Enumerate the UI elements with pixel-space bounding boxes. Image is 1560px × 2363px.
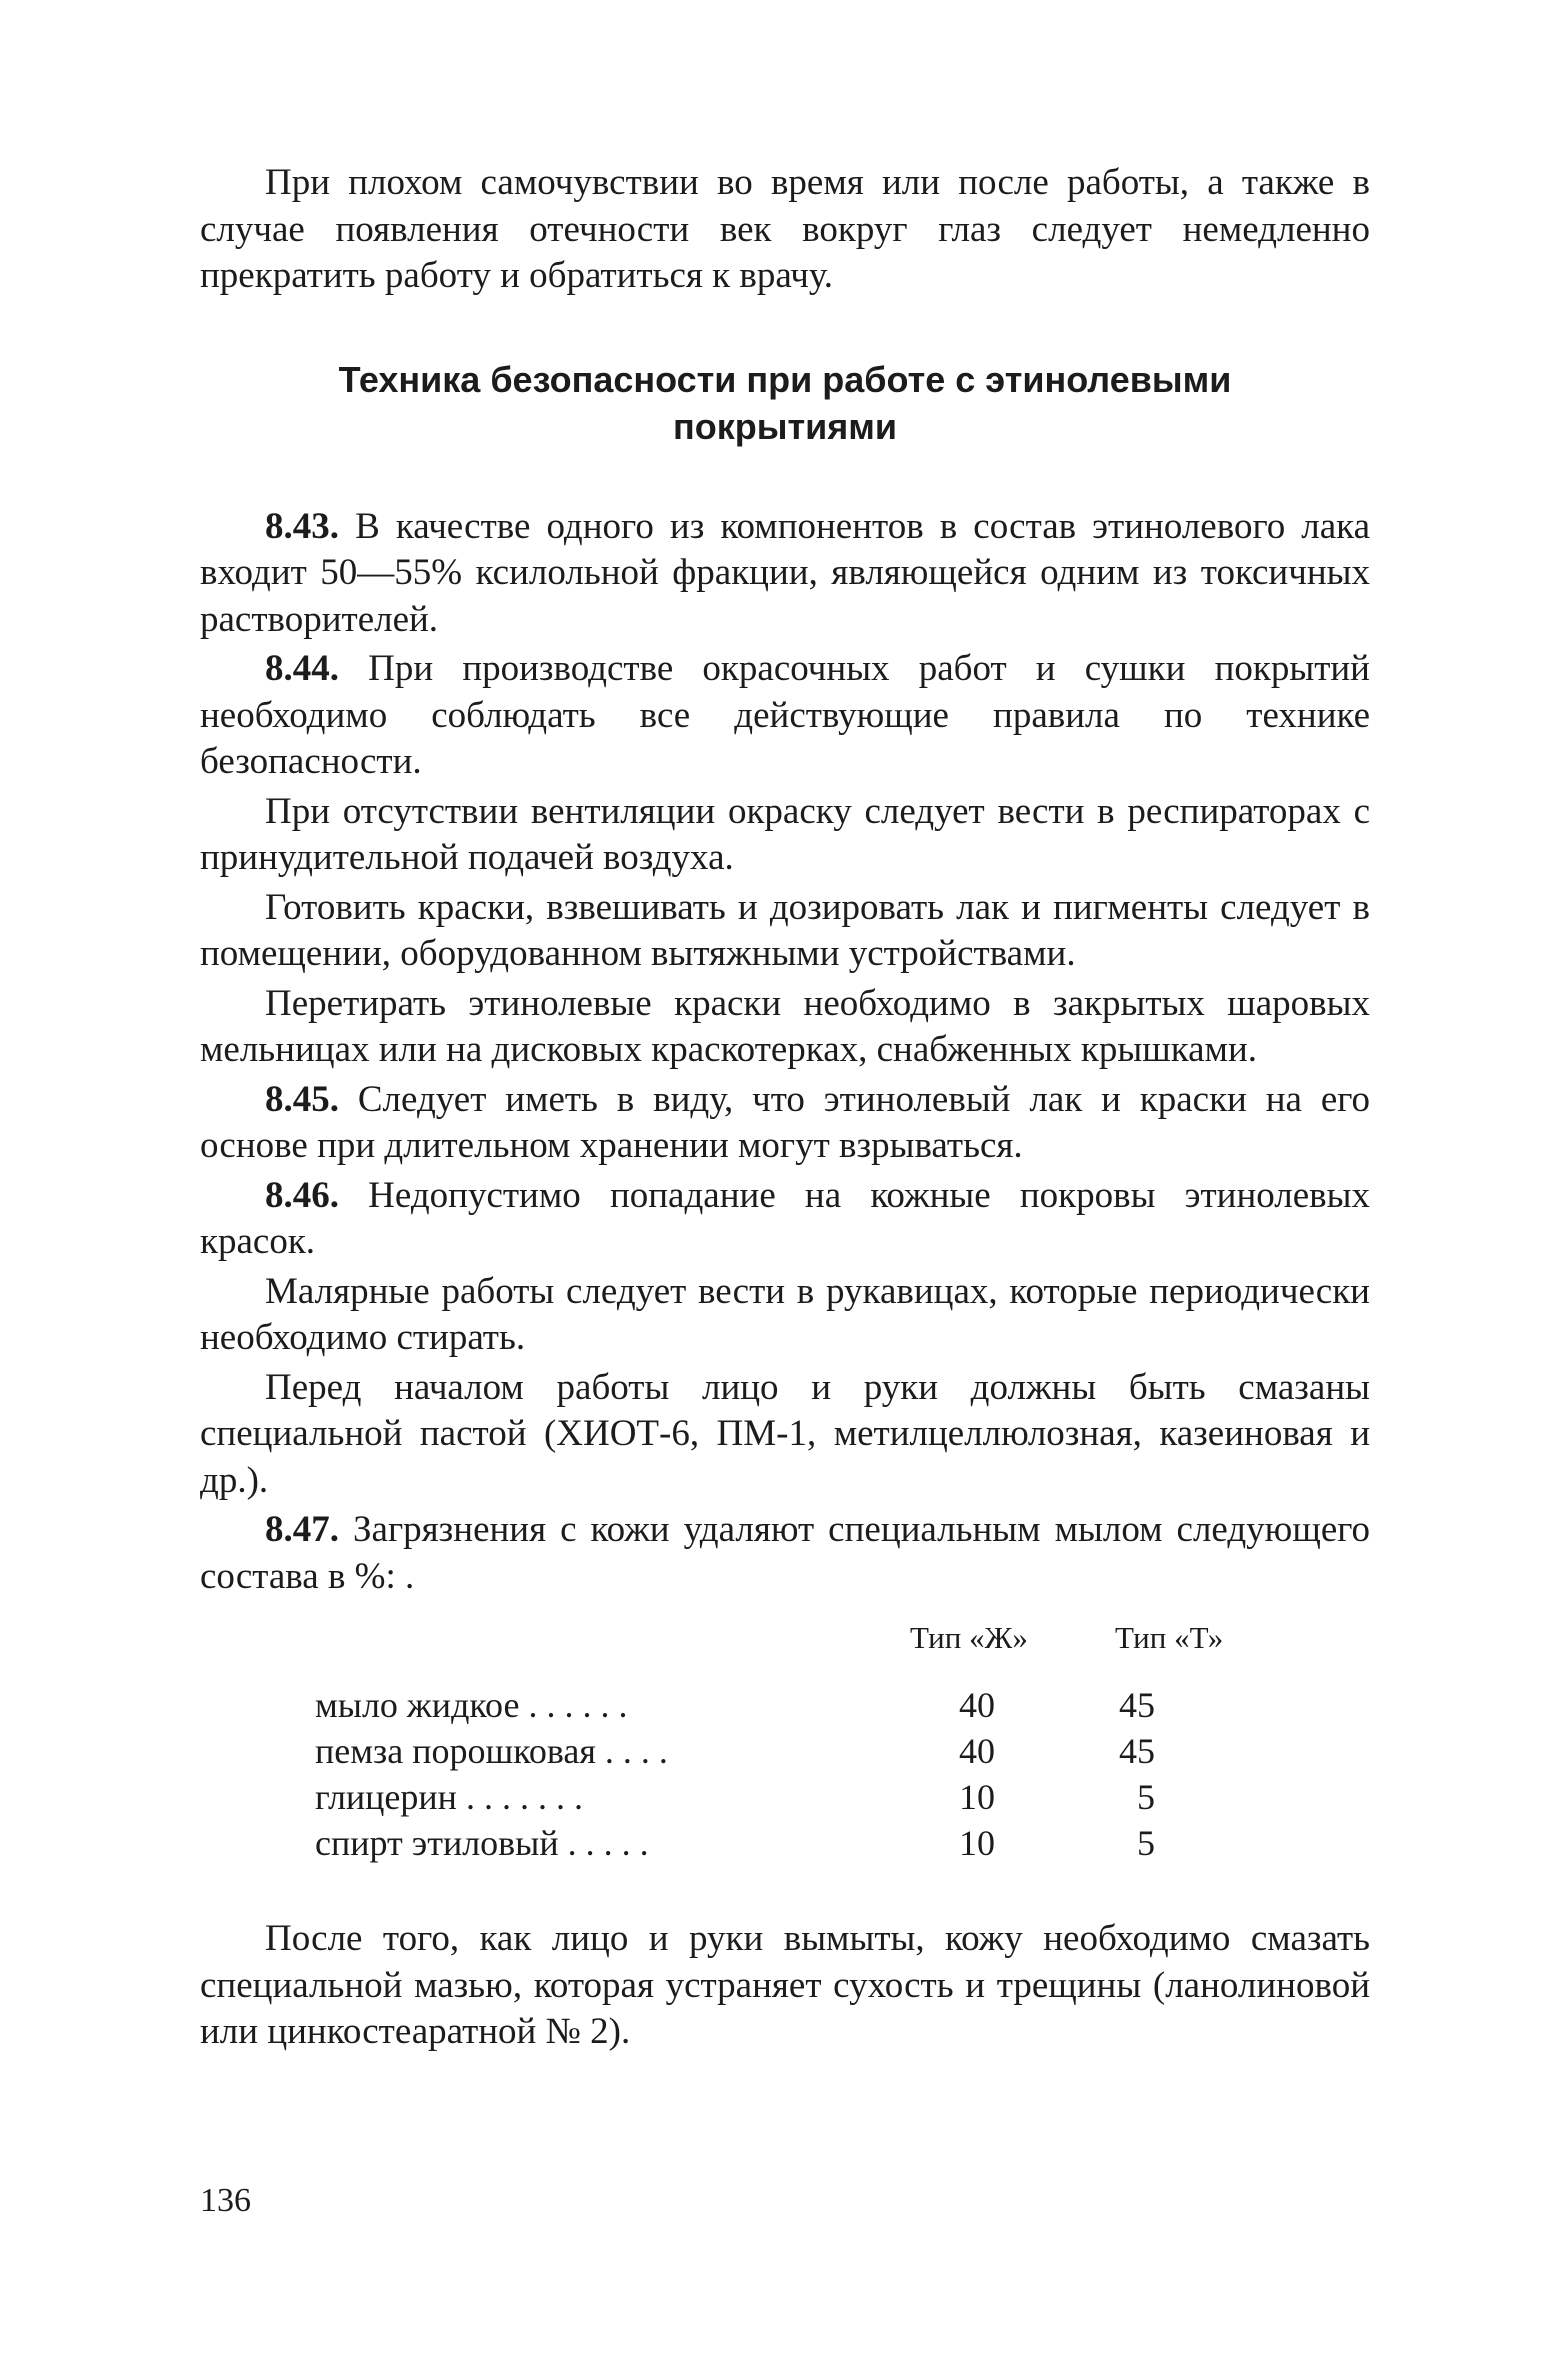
section-title-line-2: покрытиями <box>672 405 897 447</box>
paragraph-number: 8.44. <box>265 648 339 689</box>
paragraph-text: При производстве окрасочных работ и сушки покрытий необходимо соблюдать все действующие правила по технике безопасности. <box>200 648 1370 782</box>
row-value-zh: 40 <box>959 1731 995 1771</box>
page-number: 136 <box>200 2182 251 2219</box>
paragraph-number: 8.46. <box>265 1174 339 1216</box>
table-header <box>910 1620 1370 1682</box>
row-value-zh: 40 <box>959 1685 995 1725</box>
section-title <box>200 356 1370 450</box>
row-value-t: 5 <box>1137 1823 1155 1863</box>
paragraph-number: 8.43. <box>265 505 339 547</box>
paragraph-paste: Перед началом работы лицо и руки должны быть смазаны специальной пастой (ХИОТ-6, ПМ-1, метилцеллюлозная, казеиновая и др.). <box>200 1366 1370 1501</box>
table-row <box>315 1820 1370 1866</box>
table-row <box>315 1774 1370 1820</box>
row-value-t: 45 <box>1119 1685 1155 1725</box>
column-header-type-t: Тип «Т» <box>1115 1620 1224 1655</box>
paragraph-ventilation: При отсутствии вентиляции окраску следует вести в респираторах с принудительной подачей воздуха. <box>200 790 1370 878</box>
table-row <box>315 1682 1370 1728</box>
paragraph-text: Загрязнения с кожи удаляют специальным мылом следующего состава в %: . <box>200 1509 1370 1597</box>
closing-paragraph: После того, как лицо и руки вымыты, кожу необходимо смазать специальной мазью, которая устраняет сухость и трещины (ланолиновой или цинкостеаратной № 2). <box>200 1918 1370 2052</box>
row-value-zh: 10 <box>959 1777 995 1817</box>
row-value-t: 45 <box>1119 1731 1155 1771</box>
paragraph-text: Недопустимо попадание на кожные покровы этинолевых красок. <box>200 1174 1370 1262</box>
soap-composition-table <box>200 1620 1370 1866</box>
row-name: глицерин . . . . . . . <box>315 1777 583 1817</box>
page-body <box>200 160 1370 2056</box>
paragraph-number: 8.45. <box>265 1078 339 1120</box>
paragraph-8-44 <box>200 646 1370 786</box>
row-value-t: 5 <box>1137 1777 1155 1817</box>
table-row <box>315 1728 1370 1774</box>
row-name: спирт этиловый . . . . . <box>315 1823 649 1863</box>
paragraph-text: В качестве одного из компонентов в состав этинолевого лака входит 50—55% ксилольной фракции, являющейся одним из токсичных растворителей. <box>200 505 1370 640</box>
paragraph-grinding: Перетирать этинолевые краски необходимо в закрытых шаровых мельницах или на дисковых краскотерках, снабженных крышками. <box>200 982 1370 1070</box>
paragraph-8-46 <box>200 1173 1370 1266</box>
paragraph-8-43 <box>200 504 1370 644</box>
section-title-line-1: Техника безопасности при работе с этинолевыми <box>338 358 1232 400</box>
row-name: мыло жидкое . . . . . . <box>315 1685 628 1725</box>
paragraph-text: Следует иметь в виду, что этинолевый лак и краски на его основе при длительном хранении могут взрываться. <box>200 1078 1370 1166</box>
column-header-type-zh: Тип «Ж» <box>910 1620 1028 1655</box>
paragraph-8-47 <box>200 1507 1370 1600</box>
row-name: пемза порошковая . . . . <box>315 1731 668 1771</box>
paragraph-gloves: Малярные работы следует вести в рукавицах, которые периодически необходимо стирать. <box>200 1270 1370 1358</box>
intro-paragraph: При плохом самочувствии во время или после работы, а также в случае появления отечности век вокруг глаз следует немедленно прекратить работу и обратиться к врачу. <box>200 162 1370 296</box>
paragraph-paint-prep: Готовить краски, взвешивать и дозировать лак и пигменты следует в помещении, оборудованном вытяжными устройствами. <box>200 886 1370 974</box>
row-value-zh: 10 <box>959 1823 995 1863</box>
paragraph-8-45 <box>200 1077 1370 1170</box>
paragraph-number: 8.47. <box>265 1509 339 1550</box>
